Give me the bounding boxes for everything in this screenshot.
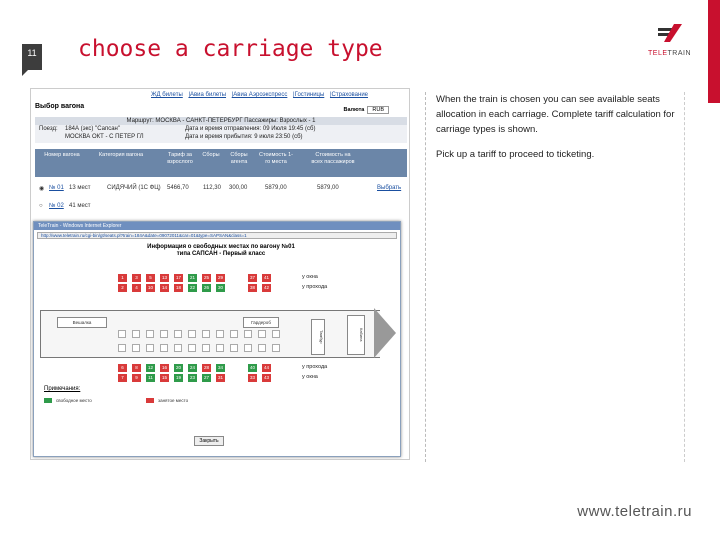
seat[interactable]: 20	[175, 365, 181, 370]
room-vestibule: Тамбур	[311, 319, 325, 355]
website-url[interactable]: www.teletrain.ru	[577, 503, 692, 520]
notes-title: Примечания:	[44, 386, 81, 392]
seat-slot	[230, 330, 238, 338]
legend-free-label: свободное место	[56, 398, 92, 403]
seat-slot	[146, 344, 154, 352]
label-aisle: у прохода	[302, 364, 328, 370]
seat[interactable]: 7	[118, 374, 127, 382]
seat-slot	[272, 330, 280, 338]
seat[interactable]: 6	[118, 364, 127, 372]
slide-number: 11	[22, 44, 42, 70]
seat-map-popup	[33, 221, 401, 457]
seat[interactable]: 1	[118, 274, 127, 282]
carriage-diagram	[40, 310, 380, 358]
legend-free-swatch	[44, 398, 52, 403]
seat[interactable]: 24	[189, 365, 195, 370]
room-cabin: Кабина	[347, 315, 365, 355]
seat[interactable]: 13	[161, 275, 167, 280]
seat[interactable]: 16	[161, 365, 167, 370]
seat[interactable]: 44	[263, 365, 269, 370]
seat[interactable]: 15	[161, 375, 167, 380]
nav-link[interactable]: |Гостиницы	[293, 92, 325, 98]
nav-link[interactable]: ЖД билеты	[151, 92, 183, 98]
seat-slot	[174, 330, 182, 338]
seat-slot	[244, 344, 252, 352]
seat[interactable]: 27	[203, 375, 209, 380]
label-window: у окна	[302, 374, 318, 380]
seat-slot	[188, 344, 196, 352]
seat-slot	[258, 344, 266, 352]
room-hanger: Вешалка	[57, 317, 107, 328]
teletrain-logo	[648, 22, 690, 62]
table-header: Номер вагона Категория вагона Тариф за взрослого Сборы Сборы агента Стоимость 1-го места Стоимость на всех пассажиров	[35, 149, 407, 177]
room-wardrobe: Гардероб	[243, 317, 279, 328]
seat[interactable]: 34	[217, 365, 223, 370]
address-bar[interactable]: http://www.teletrain.ru/cgi-bin/gt/seats.pl?train=184A&date=09072011&car=01&type=SAPSAN&class=1	[37, 232, 397, 239]
seat[interactable]: 40	[249, 365, 255, 370]
seat[interactable]: 14	[161, 285, 167, 290]
seat[interactable]: 18	[175, 285, 181, 290]
seat[interactable]: 21	[189, 275, 195, 280]
choose-link[interactable]: Выбрать	[377, 185, 402, 191]
top-nav	[151, 92, 372, 98]
close-button[interactable]: Закрыть	[194, 436, 224, 446]
seat-slot	[258, 330, 266, 338]
seat[interactable]: 11	[146, 374, 155, 382]
seat[interactable]: 10	[147, 285, 153, 290]
nav-link[interactable]: |Авиа билеты	[188, 92, 227, 98]
table-row[interactable]: ○ № 02 41 мест	[39, 203, 91, 209]
seat-slot	[202, 330, 210, 338]
seat-slot	[244, 330, 252, 338]
seat-slot	[118, 344, 126, 352]
logo-icon	[656, 22, 684, 44]
seat-slot	[202, 344, 210, 352]
carriage-nose	[374, 308, 396, 358]
seat-slot	[230, 344, 238, 352]
section-title: Выбор вагона	[35, 103, 85, 110]
radio-selected[interactable]: ◉	[39, 186, 45, 192]
seat[interactable]: 38	[249, 285, 255, 290]
seat[interactable]: 19	[175, 375, 181, 380]
seat[interactable]: 5	[146, 274, 155, 282]
seat[interactable]: 31	[217, 375, 223, 380]
booking-screenshot	[30, 88, 410, 460]
seat-slot	[272, 344, 280, 352]
seat[interactable]: 42	[263, 285, 269, 290]
seat[interactable]: 22	[189, 285, 195, 290]
seat[interactable]: 28	[203, 365, 209, 370]
seat[interactable]: 23	[189, 375, 195, 380]
seat[interactable]: 33	[249, 375, 255, 380]
seat[interactable]: 12	[147, 365, 153, 370]
seat[interactable]: 17	[175, 275, 181, 280]
seat[interactable]: 29	[217, 275, 223, 280]
seat[interactable]: 8	[132, 364, 141, 372]
description-text: When the train is chosen you can see available seats allocation in each carriage. Complete tariff calculation for carriage types is shown.	[436, 94, 675, 135]
nav-link[interactable]: |Авиа Аэроэкспресс	[231, 92, 288, 98]
page-title: choose a carriage type	[78, 36, 383, 62]
seat-slot	[132, 330, 140, 338]
train-info: Поезд: 184А (экс) "Сапсан" МОСКВА ОКТ - С ПЕТЕР ГЛ Дата и время отправления: 09 Июля 19:45 (сб) Дата и время прибытия: 9 июля 23:50 (сб)	[35, 125, 407, 143]
seat[interactable]: 2	[118, 284, 127, 292]
label-aisle: у прохода	[302, 284, 328, 290]
seat[interactable]: 9	[132, 374, 141, 382]
seat[interactable]: 4	[132, 284, 141, 292]
seat-slot	[216, 330, 224, 338]
seat-slot	[146, 330, 154, 338]
seat[interactable]: 43	[263, 375, 269, 380]
label-window: у окна	[302, 274, 318, 280]
legend-taken-label: занятое место	[158, 398, 189, 403]
table-row[interactable]: ◉ № 01 13 мест СИДЯЧИЙ (1С ФЦ) 5466,70 112,30 300,00 5879,00 5879,00 Выбрать	[35, 179, 407, 199]
currency-selector[interactable]: Валюта RUB	[344, 107, 389, 113]
seat[interactable]: 30	[217, 285, 223, 290]
seat-slot	[216, 344, 224, 352]
seat[interactable]: 26	[203, 285, 209, 290]
route-band: Маршрут: МОСКВА - САНКТ-ПЕТЕРБУРГ Пассажиры: Взрослых - 1	[35, 117, 407, 125]
nav-link[interactable]: |Страхование	[329, 92, 369, 98]
description-call-to-action: Pick up a tariff to proceed to ticketing.	[436, 149, 595, 160]
seat-slot	[118, 330, 126, 338]
seat[interactable]: 37	[249, 275, 255, 280]
seat-slot	[174, 344, 182, 352]
popup-titlebar[interactable]: TeleTrain - Windows Internet Explorer	[34, 222, 400, 230]
popup-heading: Информация о свободных местах по вагону №01 типа САПСАН - Первый класс	[147, 244, 295, 257]
seat[interactable]: 41	[263, 275, 269, 280]
seat-slot	[160, 330, 168, 338]
seat-slot	[160, 344, 168, 352]
accent-strip	[708, 0, 720, 103]
description-panel	[425, 92, 685, 462]
seat-slot	[188, 330, 196, 338]
legend-taken-swatch	[146, 398, 154, 403]
logo-text: TELETRAIN	[648, 50, 692, 57]
seat-slot	[132, 344, 140, 352]
radio-unselected[interactable]: ○	[39, 203, 43, 209]
seat[interactable]: 3	[132, 274, 141, 282]
seat[interactable]: 25	[203, 275, 209, 280]
